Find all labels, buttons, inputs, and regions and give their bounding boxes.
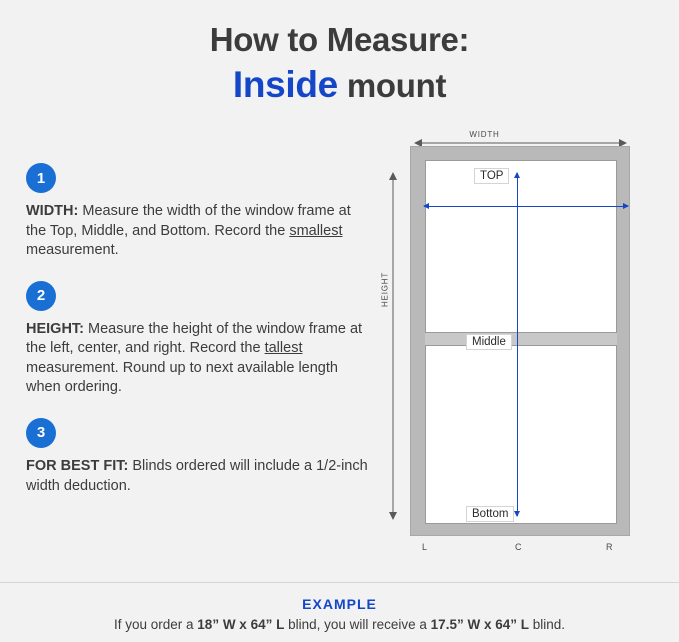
step-item-1 (26, 163, 371, 261)
title-suffix: mount (337, 67, 447, 105)
step-body-2a: Measure the height of the window frame at the left, center, and right. Record the (26, 320, 363, 357)
axis-label-left: L (422, 542, 428, 552)
step-badge-3: 3 (26, 418, 56, 448)
example-received-size: 17.5” W x 64” L (430, 617, 529, 632)
width-dimension-label: WIDTH (378, 130, 591, 139)
title-line-1: How to Measure: (209, 21, 470, 58)
height-arrow-icon (386, 172, 400, 520)
step-lead-2: HEIGHT: (26, 320, 84, 337)
example-text-part3: blind. (528, 617, 565, 632)
step-emphasis-1: smallest (289, 222, 343, 239)
step-text-2 (26, 320, 371, 398)
height-dimension-label: HEIGHT (381, 264, 390, 316)
width-measure-line (424, 206, 628, 207)
step-lead-1: WIDTH: (26, 203, 79, 219)
step-lead-3: FOR BEST FIT: (26, 457, 129, 474)
window-sash-divider (425, 332, 617, 346)
example-text-part1: If you order a (114, 617, 198, 632)
step-body-1a: Measure the width of the window frame at the Top, Middle, and Bottom. Record the (26, 203, 351, 239)
step-body-1b: measurement. (26, 242, 119, 259)
height-dimension-arrow (386, 172, 400, 520)
title-accent-word: Inside (232, 64, 338, 106)
label-bottom: Bottom (466, 506, 514, 522)
label-middle: Middle (466, 334, 512, 350)
axis-labels (410, 542, 630, 556)
label-top: TOP (474, 168, 509, 184)
axis-label-center: C (515, 542, 522, 552)
window-diagram (378, 130, 648, 560)
axis-label-right: R (606, 542, 613, 552)
window-frame (410, 146, 630, 536)
example-order-size: 18” W x 64” L (197, 617, 285, 632)
step-text-3 (26, 457, 371, 496)
step-emphasis-2: tallest (264, 340, 303, 357)
height-measure-line (517, 173, 518, 516)
example-title: EXAMPLE (302, 596, 377, 612)
step-body-2b: measurement. Round up to next available length when ordering. (26, 359, 338, 396)
example-footer (0, 582, 679, 642)
step-badge-1: 1 (26, 163, 56, 193)
step-badge-2: 2 (26, 281, 56, 311)
example-text (0, 617, 679, 632)
step-item-3 (26, 418, 371, 496)
title-line-2 (0, 62, 679, 108)
steps-list (26, 163, 371, 516)
step-item-2 (26, 281, 371, 398)
example-text-part2: blind, you will receive a (284, 617, 431, 632)
step-text-1 (26, 202, 371, 261)
page-title (0, 22, 679, 109)
step-body-3a: Blinds ordered will include a 1/2-inch width deduction. (26, 457, 368, 494)
